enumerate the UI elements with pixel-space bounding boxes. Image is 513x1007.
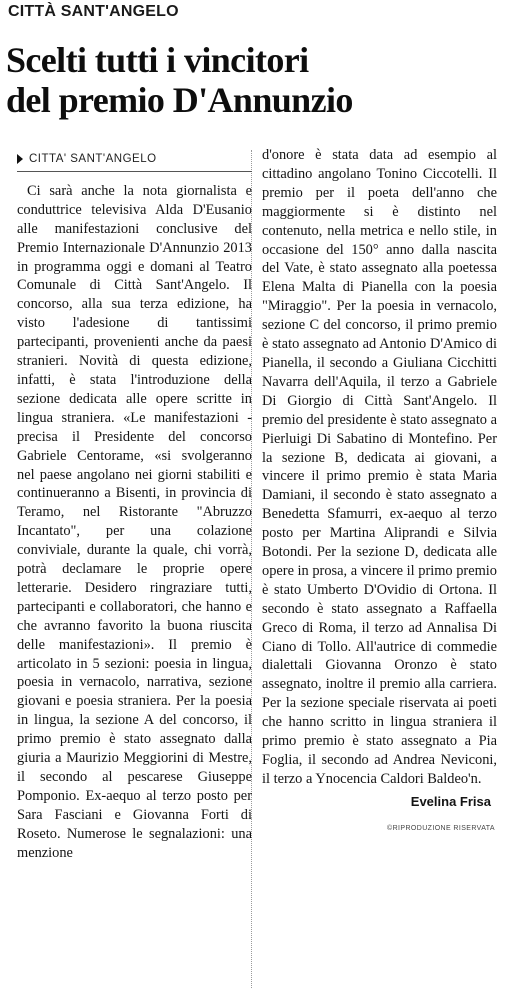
byline: Evelina Frisa bbox=[410, 793, 491, 809]
headline-line-2: del premio D'Annunzio bbox=[6, 80, 353, 120]
article-column-left bbox=[17, 150, 252, 863]
article-paragraph: Ci sarà anche la nota giornalista e conduttrice televisiva Alda D'Eusanio alle manifestazioni conclusive del Premio Internazionale D'Annunzio 2013 in programma oggi e domani al Teatro Comunale di Città Sant'Angelo. Il concorso, alla sua terza edizione, ha visto l'adesione di tantissimi partecipanti, provenienti anche da paesi stranieri. Novità di questa edizione, infatti, è stata l'introduzione della sezione dedicata alle opere scritte in lingua straniera. «Le manifestazioni - precisa il Presidente del concorso Gabriele Centorame, «si svolgeranno nel paese angolano nei giorni stabiliti e continueranno a Bisenti, in provincia di Teramo, nel Ristorante "Abruzzo Incantato", per una colazione conviviale, durante la quale, chi vorrà, potrà declamare le proprie opere letterarie. Desidero ringraziare tutti, partecipanti e collaboratori, che hanno e che avranno favorito la buona riuscita delle manifestazioni». Il premio è articolato in 5 sezioni: poesia in lingua, poesia in vernacolo, narrativa, sezione giovani e poesia straniera. Per la poesia in lingua, la sezione A del concorso, il primo premio è stato assegnato dalla giuria a Maurizio Meggiorini di Mestre, il secondo al pescarese Giuseppe Pomponio. Ex-aequo al terzo posto per Sara Fasciani e Giovanna Forti di Roseto. Numerose le segnalazioni: una menzione bbox=[17, 182, 252, 861]
section-kicker: CITTÀ SANT'ANGELO bbox=[8, 3, 179, 20]
article-body-part-2 bbox=[262, 146, 497, 789]
article-paragraph-continued: d'onore è stata data ad esempio al cittadino angolano Tonino Ciccotelli. Il premio per il poeta dell'anno che maggiormente si è distinto nel contenuto, nella metrica e nello stile, in occasione del 150° anno dalla nascita del Vate, è stato assegnato alla poetessa Elena Malta di Pianella con la poesia "Miraggio". Per la poesia in vernacolo, sezione C del concorso, il primo premio è stato assegnato ad Antonio D'Amico di Pianella, il secondo a Giuliana Cicchitti Navarra dell'Aquila, il terzo a Gabriele Di Giorgio di Città Sant'Angelo. Il premio del presidente è stato assegnato a Pierluigi Di Sabatino di Montefino. Per la sezione B, dedicata ai giovani, a vincere il primo premio è stata Maria Damiani, il secondo è stato assegnato a Benedetta Sfamurri, ex-aequo al terzo posto per Martina Aliprandi e Silvia Botondi. Per la sezione D, dedicata alle opere in prosa, a vincere il primo premio è stato Umberto D'Ovidio di Ortona. Il secondo è stato assegnato a Raffaella Greco di Roma, il terzo ad Annalisa Di Ciano di Tollo. All'autrice di commedie dialettali Giovanna Oronzo è stato assegnato, inoltre il premio alla carriera. Per la sezione speciale riservata ai poeti che hanno scritto in lingua straniera il primo premio è stato assegnato a Pia Foglia, il secondo ad Andrea Neviconi, il terzo a Ynocencia Caldori Baldeo'n. bbox=[262, 147, 497, 787]
dateline-text: CITTA' SANT'ANGELO bbox=[29, 153, 157, 165]
triangle-bullet-icon bbox=[17, 154, 23, 164]
dateline bbox=[17, 150, 252, 172]
headline-line-1: Scelti tutti i vincitori bbox=[6, 40, 309, 80]
headline bbox=[6, 40, 506, 120]
copyright-notice: ©RIPRODUZIONE RISERVATA bbox=[387, 824, 495, 832]
article-column-right bbox=[262, 146, 497, 839]
article-body-part-1 bbox=[17, 182, 252, 863]
